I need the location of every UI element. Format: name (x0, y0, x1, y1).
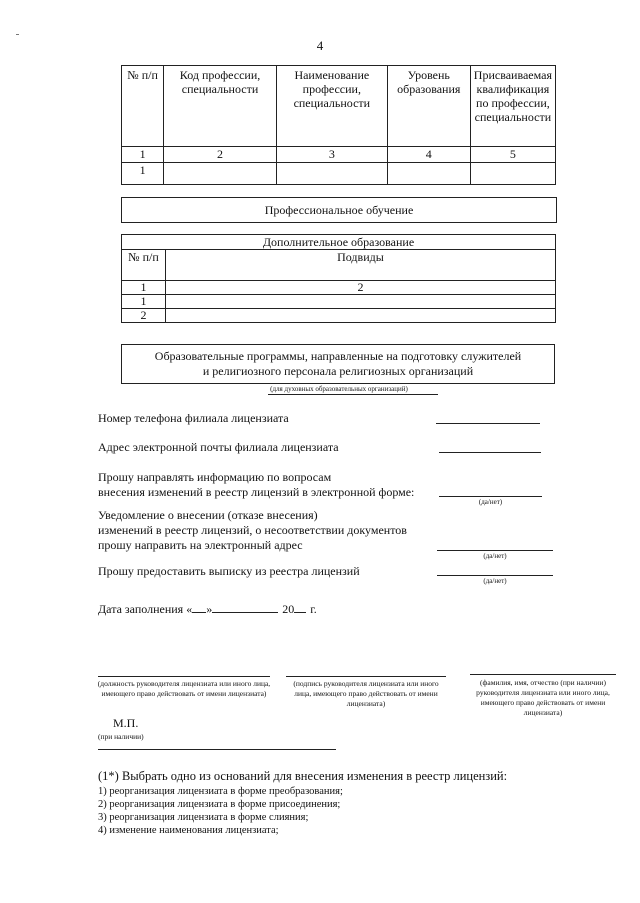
column-number: 2 (165, 281, 555, 295)
header-cell: Присваиваемая квалификация по профессии, специальности (470, 66, 555, 147)
electronic-info-label-line2: внесения изменений в реестр лицензий в электронной форме: (98, 485, 415, 499)
date-mid: » (206, 602, 213, 616)
table-cell[interactable] (164, 163, 277, 185)
religious-programs-box (121, 344, 555, 384)
scan-speck (16, 34, 19, 35)
footnote-heading: (1*) Выбрать одно из оснований для внесения изменения в реестр лицензий: (98, 769, 508, 783)
extract-field[interactable] (437, 575, 553, 576)
seal-label: М.П. (113, 716, 139, 730)
header-cell: Код профессии, специальности (164, 66, 277, 147)
table-header-row (122, 250, 556, 281)
fill-date (98, 601, 317, 617)
row-index: 2 (122, 309, 166, 323)
notice-email-field[interactable] (437, 550, 553, 551)
column-number: 3 (276, 147, 387, 163)
additional-education-title: Дополнительное образование (122, 235, 556, 250)
email-field[interactable] (439, 452, 541, 453)
table-row (122, 163, 556, 185)
seal-note: (при наличии) (98, 732, 144, 741)
note-underline (268, 394, 438, 395)
row-index: 1 (122, 295, 166, 309)
electronic-info-field[interactable] (439, 496, 542, 497)
date-year-prefix: 20 (282, 602, 295, 616)
additional-education-table (121, 234, 556, 323)
column-number-row (122, 147, 556, 163)
religious-programs-note: (для духовных образовательных организаций) (270, 385, 408, 393)
notice-label-line1: Уведомление о внесении (отказе внесения) (98, 508, 318, 522)
table-cell[interactable] (165, 309, 555, 323)
column-number: 2 (164, 147, 277, 163)
column-number: 5 (470, 147, 555, 163)
header-cell: Подвиды (165, 250, 555, 281)
notice-label-line3: прошу направить на электронный адрес (98, 538, 303, 552)
table-caption-row (122, 235, 556, 250)
yes-no-hint: (да/нет) (483, 577, 507, 585)
yes-no-hint: (да/нет) (483, 552, 507, 560)
notice-label-line2: изменений в реестр лицензий, о несоответствии документов (98, 523, 407, 537)
extract-label: Прошу предоставить выписку из реестра лицензий (98, 564, 360, 578)
date-day-field[interactable] (192, 601, 206, 613)
religious-programs-line1: Образовательные программы, направленные на подготовку служителей (154, 349, 522, 363)
phone-field[interactable] (436, 423, 540, 424)
position-caption: (должность руководителя лицензиата или иного лица, имеющего право действовать от имени лицензиата) (97, 679, 271, 698)
yes-no-hint: (да/нет) (478, 498, 503, 506)
table-cell[interactable] (165, 295, 555, 309)
professions-table (121, 65, 556, 185)
table-cell[interactable] (276, 163, 387, 185)
header-cell: Наименование профессии, специальности (276, 66, 387, 147)
phone-label: Номер телефона филиала лицензиата (98, 411, 289, 425)
professional-training-box: Профессиональное обучение (121, 197, 557, 223)
page-number: 4 (316, 38, 324, 53)
full-name-caption: (фамилия, имя, отчество (при наличии) руководителя лицензиата или иного лица, имеющего право действовать от имени лицензиата) (476, 678, 610, 717)
table-row (122, 309, 556, 323)
religious-programs-line2: и религиозного персонала религиозных организаций (202, 364, 474, 378)
column-number-row (122, 281, 556, 295)
column-number: 4 (387, 147, 470, 163)
column-number: 1 (122, 281, 166, 295)
signature-caption: (подпись руководителя лицензиата или иного лица, имеющего право действовать от имени лицензиата) (293, 679, 439, 708)
column-number: 1 (122, 147, 164, 163)
footnote-item: 4) изменение наименования лицензиата; (98, 825, 279, 836)
row-index: 1 (122, 163, 164, 185)
footnote-item: 3) реорганизация лицензиата в форме слияния; (98, 812, 309, 823)
table-header-row (122, 66, 556, 147)
footnote-item: 2) реорганизация лицензиата в форме присоединения; (98, 799, 341, 810)
full-name-field[interactable] (470, 674, 616, 675)
table-cell[interactable] (387, 163, 470, 185)
header-cell: № п/п (122, 250, 166, 281)
date-prefix: Дата заполнения « (98, 602, 193, 616)
signature-field[interactable] (286, 676, 446, 677)
date-year-field[interactable] (294, 601, 306, 613)
date-month-field[interactable] (212, 601, 278, 613)
separator-line (98, 749, 336, 750)
date-suffix: г. (310, 602, 317, 616)
email-label: Адрес электронной почты филиала лицензиата (98, 440, 339, 454)
electronic-info-label-line1: Прошу направлять информацию по вопросам (98, 470, 332, 484)
header-cell: Уровень образования (387, 66, 470, 147)
position-field[interactable] (98, 676, 270, 677)
footnote-item: 1) реорганизация лицензиата в форме преобразования; (98, 786, 343, 797)
table-row (122, 295, 556, 309)
header-cell: № п/п (122, 66, 164, 147)
table-cell[interactable] (470, 163, 555, 185)
